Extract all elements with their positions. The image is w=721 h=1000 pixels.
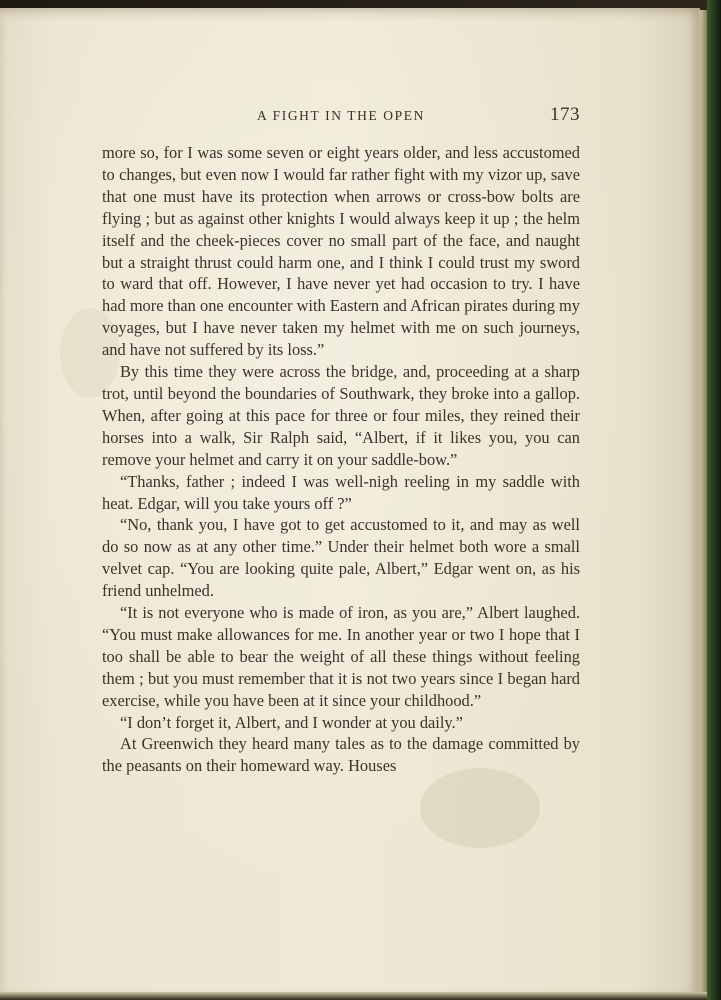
book-cover-edge: [707, 0, 721, 1000]
page-number: 173: [550, 104, 580, 125]
page-bottom-edge: [0, 992, 707, 1000]
page-fore-edge: [699, 10, 707, 995]
paper-stain: [420, 768, 540, 848]
paragraph-continued: more so, for I was some seven or eight years older, and less accustomed to changes, but even now I would far rather fight with my vizor up, save that one must have its protection when arrows or cross-bow bolts are flying ; but as against other knights I would always keep it up ; the helm itself and the cheek-pieces cover no small part of the face, and naught but a straight thrust could harm one, and I think I could trust my sword to ward that off. However, I have never yet had occasion to try. I have had more than one encounter with Eastern and African pirates during my voyages, but I have never taken my helmet with me on such journeys, and have not suffered by its loss.”: [102, 143, 580, 360]
running-head-title: A FIGHT IN THE OPEN: [257, 108, 425, 123]
paragraph: “No, thank you, I have got to get accustomed to it, and may as well do so now as at any other time.” Under their helmet both wore a small velvet cap. “You are looking quite pale, Albert,” Edgar went on, as his friend unhelmed.: [102, 515, 580, 601]
running-head: [102, 104, 580, 130]
paragraph: At Greenwich they heard many tales as to the damage committed by the peasants on their homeward way. Houses: [102, 734, 580, 776]
body-text: [102, 142, 580, 777]
paragraph: “I don’t forget it, Albert, and I wonder at you daily.”: [120, 712, 463, 732]
paragraph: “Thanks, father ; indeed I was well-nigh reeling in my saddle with heat. Edgar, will you take yours off ?”: [102, 471, 580, 513]
paragraph: By this time they were across the bridge, and, proceeding at a sharp trot, until beyond the boundaries of Southwark, they broke into a gallop. When, after going at this pace for three or four miles, they reined their horses into a walk, Sir Ralph said, “Albert, if it likes you, you can remove your helmet and carry it on your saddle-bow.”: [102, 362, 580, 469]
book-page: [0, 8, 700, 998]
paragraph: “It is not everyone who is made of iron, as you are,” Albert laughed. “You must make allowances for me. In another year or two I hope that I too shall be able to bear the weight of all these things without feeling them ; but you must remember that it is not two years since I began hard exercise, while you have been at it since your childhood.”: [102, 603, 580, 710]
